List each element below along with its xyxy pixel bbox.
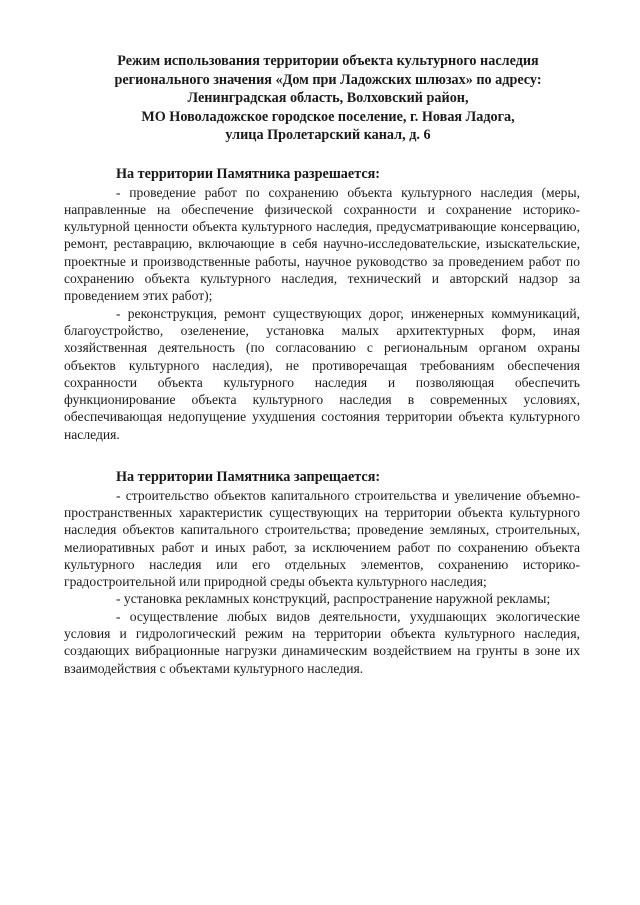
title-line: Ленинградская область, Волховский район, [187,90,469,107]
title-line: Режим использования территории объекта культурного наследия [117,53,539,69]
section-heading: На территории Памятника разрешается: [116,165,381,182]
section-prohibited [64,468,580,677]
paragraph: - проведение работ по сохранению объекта культурного наследия (меры, направленные на обеспечение физической сохранности и сохранение историко-культурной ценности объекта культурного наследия, предусматривающие консервацию, ремонт, реставрацию, включающие в себя научно-исследовательские, изыскательские, проектные и производственные работы, научное руководство за проведением работ по сохранению объекта культурного наследия, технический и авторский надзор за проведением этих работ); [64,184,580,304]
paragraph: - установка рекламных конструкций, распространение наружной рекламы; [116,591,551,607]
section-heading: На территории Памятника запрещается: [116,469,381,486]
section-permitted [64,165,580,443]
title-line: регионального значения «Дом при Ладожских шлюзах» по адресу: [114,71,542,88]
paragraph: - строительство объектов капитального строительства и увеличение объемно-пространственных характеристик существующих на территории объекта культурного наследия объектов капитального строительства; проведение земляных, строительных, мелиоративных работ и иных работ, за исключением работ по сохранению объекта культурного наследия или его отдельных элементов, сохранению историко-градостроительной или природной среды объекта культурного наследия; [64,487,580,590]
paragraph: - реконструкция, ремонт существующих дорог, инженерных коммуникаций, благоустройство, озеленение, установка малых архитектурных форм, иная хозяйственная деятельность (по согласованию с региональным органом охраны объектов культурного наследия), не противоречащая требованиям обеспечения сохранности объекта культурного наследия и позволяющая обеспечить функционирование объекта культурного наследия в современных условиях, обеспечивающая недопущение ухудшения состояния территории объекта культурного наследия. [64,305,580,442]
title-line: улица Пролетарский канал, д. 6 [225,127,431,144]
document-title [76,52,580,145]
title-line: МО Новоладожское городское поселение, г. Новая Ладога, [141,108,515,125]
paragraph: - осуществление любых видов деятельности, ухудшающих экологические условия и гидрологический режим на территории объекта культурного наследия, создающих вибрационные нагрузки динамическим воздействием на грунты в зоне их взаимодействия с объектами культурного наследия. [64,608,580,676]
